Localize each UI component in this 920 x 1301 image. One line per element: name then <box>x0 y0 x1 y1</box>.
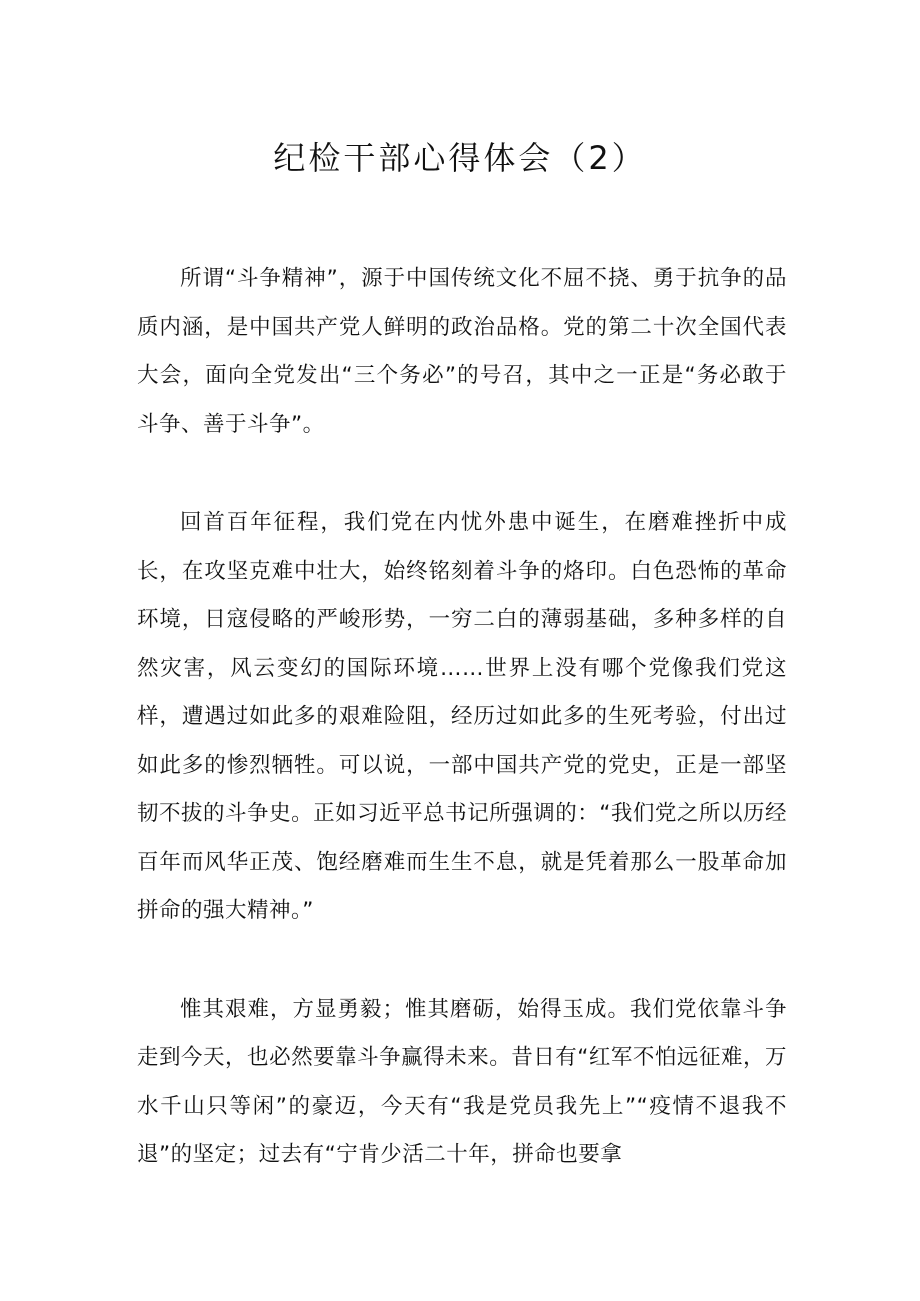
document-title: 纪检干部心得体会（2） <box>273 139 647 177</box>
paragraph-3: 惟其艰难，方显勇毅；惟其磨砺，始得玉成。我们党依靠斗争走到今天，也必然要靠斗争赢得未来。昔日有“红军不怕远征难，万水千山只等闲”的豪迈，今天有“我是党员我先上”“疫情不退我不退”的坚定；过去有“宁肯少活二十年，拼命也要拿 <box>137 996 787 1167</box>
paragraph-2: 回首百年征程，我们党在内忧外患中诞生，在磨难挫折中成长，在攻坚克难中壮大，始终铭刻着斗争的烙印。白色恐怖的革命环境，日寇侵略的严峻形势，一穷二白的薄弱基础，多种多样的自然灾害，风云变幻的国际环境……世界上没有哪个党像我们党这样，遭遇过如此多的艰难险阻，经历过如此多的生死考验，付出过如此多的惨烈牺牲。可以说，一部中国共产党的党史，正是一部坚韧不拔的斗争史。正如习近平总书记所强调的：“我们党之所以历经百年而风华正茂、饱经磨难而生生不息，就是凭着那么一股革命加拼命的强大精神。” <box>137 510 787 923</box>
document-body <box>137 255 787 1230</box>
paragraph-1: 所谓“斗争精神”，源于中国传统文化不屈不挠、勇于抗争的品质内涵，是中国共产党人鲜明的政治品格。党的第二十次全国代表大会，面向全党发出“三个务必”的号召，其中之一正是“务必敢于斗争、善于斗争”。 <box>137 266 787 437</box>
